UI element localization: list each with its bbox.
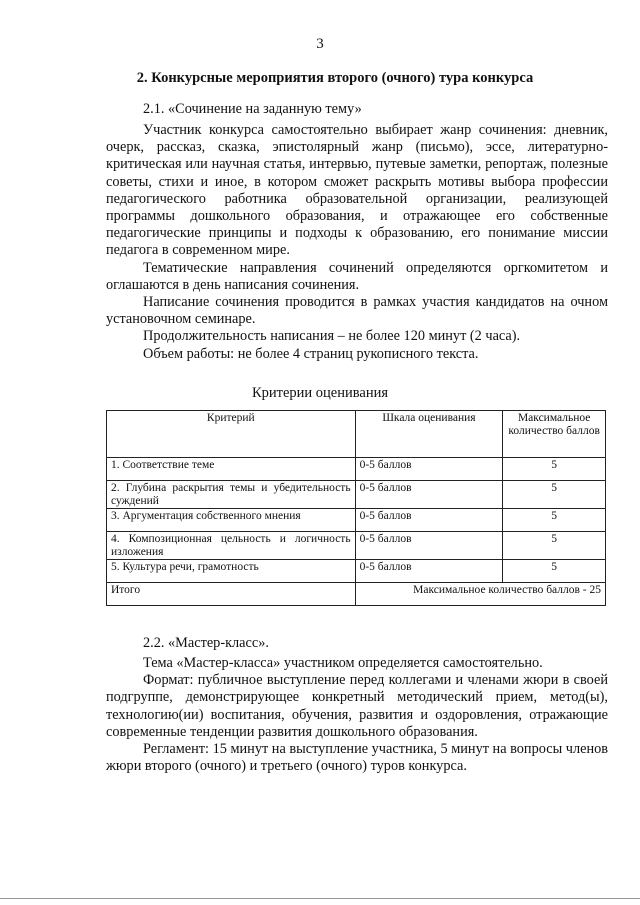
criterion-max: 5 (503, 532, 606, 560)
total-row (107, 583, 606, 606)
header-scale: Шкала оценивания (355, 411, 503, 458)
section-heading: 2. Конкурсные мероприятия второго (очного) тура конкурса (136, 70, 534, 86)
criterion-max: 5 (503, 481, 606, 509)
subsection-title-essay: 2.1. «Сочинение на заданную тему» (143, 101, 362, 117)
criterion-name: 4. Композиционная цельность и логичность изложения (107, 532, 356, 560)
essay-paragraph-volume: Объем работы: не более 4 страниц рукописного текста. (143, 345, 479, 362)
criterion-name: 2. Глубина раскрытия темы и убедительность суждений (107, 481, 356, 509)
total-label: Итого (107, 583, 356, 606)
masterclass-description (106, 655, 608, 775)
criterion-max: 5 (503, 560, 606, 583)
table-row (107, 532, 606, 560)
criterion-scale: 0-5 баллов (355, 509, 503, 532)
criteria-table (106, 410, 606, 606)
page-bottom-edge (0, 898, 640, 899)
masterclass-paragraph-topic: Тема «Мастер-класса» участником определяется самостоятельно. (143, 655, 543, 671)
criteria-title: Критерии оценивания (251, 385, 389, 401)
criterion-name: 5. Культура речи, грамотность (107, 560, 356, 583)
header-criterion: Критерий (107, 411, 356, 458)
criterion-max: 5 (503, 458, 606, 481)
criterion-name: 3. Аргументация собственного мнения (107, 509, 356, 532)
total-value: Максимальное количество баллов - 25 (355, 583, 605, 606)
essay-paragraph-genre: Участник конкурса самостоятельно выбирает жанр сочинения: дневник, очерк, рассказ, сказка, эпистолярный жанр (письмо), эссе, литературно-критическая или научная статья, интервью, путевые заметки, репортаж, полезные советы, стихи и иное, в котором сможет раскрыть мотивы выбора профессии педагогического работника образовательной организации, реализующей программы дошкольного образования, и отражающее его собственные педагогические принципы и подходы к образованию, его понимание миссии педагога в современном мире. (106, 122, 608, 259)
criterion-scale: 0-5 баллов (355, 560, 503, 583)
essay-paragraph-duration: Продолжительность написания – не более 120 минут (2 часа). (143, 328, 521, 345)
criterion-scale: 0-5 баллов (355, 458, 503, 481)
header-max: Максимальное количество баллов (503, 411, 606, 458)
criterion-scale: 0-5 баллов (355, 481, 503, 509)
table-row (107, 509, 606, 532)
masterclass-paragraph-regulation: Регламент: 15 минут на выступление участника, 5 минут на вопросы членов жюри второго (очного) и третьего (очного) туров конкурса. (106, 741, 608, 775)
subsection-title-masterclass: 2.2. «Мастер-класс». (143, 635, 269, 651)
criterion-name: 1. Соответствие теме (107, 458, 356, 481)
essay-paragraph-topics: Тематические направления сочинений определяются оргкомитетом и оглашаются в день написания сочинения. (106, 259, 608, 293)
criterion-max: 5 (503, 509, 606, 532)
masterclass-paragraph-format: Формат: публичное выступление перед коллегами и членами жюри в своей подгруппе, демонстрирующее конкретный методический прием, метод(ы), технологию(ии) воспитания, обучения, развития и оздоровления, отражающие современные тенденции развития дошкольного образования. (106, 672, 608, 740)
essay-description (106, 122, 608, 363)
essay-paragraph-seminar: Написание сочинения проводится в рамках участия кандидатов на очном установочном семинаре. (106, 294, 608, 328)
table-row (107, 458, 606, 481)
table-row (107, 560, 606, 583)
page-number: 3 (316, 36, 324, 52)
criterion-scale: 0-5 баллов (355, 532, 503, 560)
criteria-header-row (107, 411, 606, 458)
table-row (107, 481, 606, 509)
